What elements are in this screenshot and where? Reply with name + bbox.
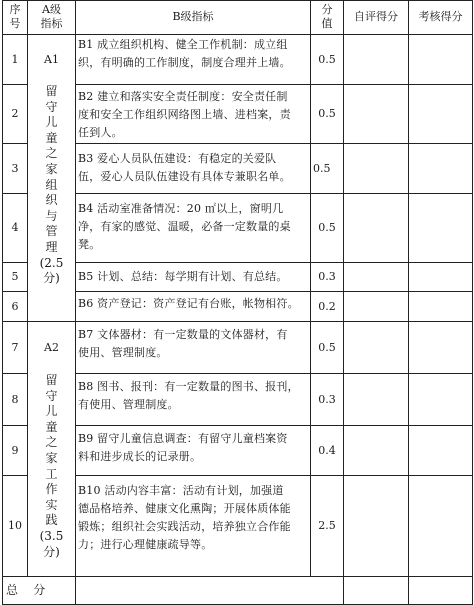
b-indicator-1: B1 成立组织机构、健全工作机制：成立组 织，有明确的工作制度，制度合理并上墙。 — [78, 38, 291, 69]
a2-code: A2 — [44, 341, 59, 354]
total-label: 总 分 — [6, 583, 46, 597]
score-5: 0.3 — [318, 270, 336, 283]
b-indicator-7: B7 文体器材：有一定数量的文体器材，有 使用、管理制度。 — [78, 328, 288, 359]
score-8: 0.3 — [318, 393, 336, 406]
a1-code: A1 — [44, 53, 59, 66]
audit-score-cells — [409, 35, 472, 576]
b-indicator-8: B8 图书、报刊：有一定数量的图书、报刊， 有使用、管理制度。 — [78, 380, 299, 411]
b-indicator-3: B3 爱心人员队伍建设：有稳定的关爱队 伍，爱心人员队伍建设有具体专兼职名单。 — [78, 152, 291, 183]
header-a-level: A级 指标 — [40, 3, 63, 30]
row-no-9: 9 — [11, 444, 19, 457]
score-1: 0.5 — [318, 53, 336, 66]
b-indicator-2: B2 建立和落实安全责任制度：安全责任制 度和安全工作组织网络图上墙、进档案，责 任到人。 — [78, 90, 291, 139]
score-6: 0.2 — [318, 300, 336, 313]
row-no-8: 8 — [11, 393, 19, 406]
header-self-score: 自评得分 — [354, 10, 398, 23]
b-indicator-5: B5 计划、总结：每学期有计划、有总结。 — [78, 270, 288, 283]
score-4: 0.5 — [318, 221, 336, 234]
row-no-1: 1 — [11, 53, 19, 66]
b-indicator-10: B10 活动内容丰富：活动有计划，加强道 德品格培养、健康文化熏陶；开展体质体能 锻炼；组织社会实践活动，培养独立合作能 力；进行心理健康疏导等。 — [78, 484, 291, 551]
self-score-cells — [344, 35, 408, 576]
row-no-5: 5 — [11, 270, 19, 283]
a2-label: 留 守 儿 童 之 家 工 作 实 践 (3.5 分) — [39, 373, 64, 559]
score-9: 0.4 — [318, 444, 336, 457]
a1-label: 留 守 儿 童 之 家 组 织 与 管 理 (2.5 分) — [39, 84, 64, 286]
row-no-10: 10 — [8, 519, 22, 532]
row-no-6: 6 — [11, 300, 19, 313]
b-indicator-9: B9 留守儿童信息调查：有留守儿童档案资 料和进步成长的记录册。 — [78, 432, 288, 463]
score-10: 2.5 — [318, 519, 336, 532]
row-no-4: 4 — [11, 221, 19, 234]
b-indicator-6: B6 资产登记：资产登记有台账，帐物相符。 — [78, 297, 299, 310]
row-no-7: 7 — [11, 341, 19, 354]
header-seq: 序 号 — [9, 3, 21, 30]
header-audit-score: 考核得分 — [418, 10, 463, 23]
b-indicator-4: B4 活动室准备情况：20 ㎡以上，窗明几 净，有家的感觉、温暖，必备一定数量的桌 凳。 — [78, 202, 291, 251]
score-3: 0.5 — [313, 162, 331, 175]
row-no-2: 2 — [11, 107, 19, 120]
header-b-level: B级指标 — [172, 10, 214, 23]
score-2: 0.5 — [318, 107, 336, 120]
row-no-3: 3 — [11, 162, 19, 175]
score-7: 0.5 — [318, 341, 336, 354]
header-score: 分 值 — [321, 3, 333, 30]
